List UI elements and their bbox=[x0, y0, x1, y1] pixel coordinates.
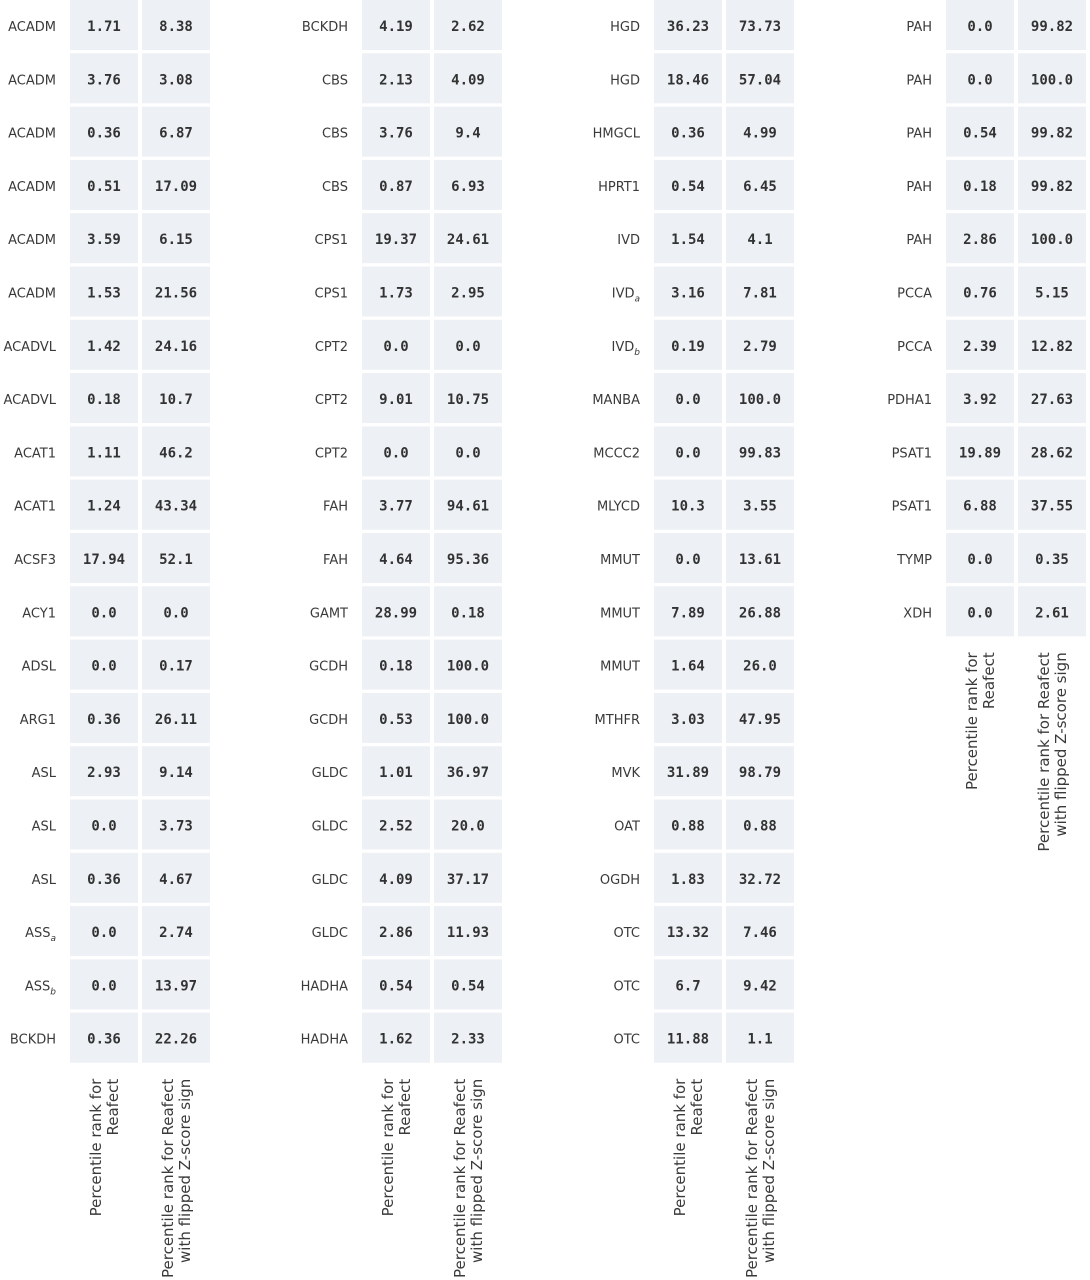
gene-label: MLYCD bbox=[596, 499, 640, 515]
cell-value: 4.99 bbox=[743, 125, 777, 142]
cell-value: 3.92 bbox=[963, 392, 997, 409]
cell-value: 0.87 bbox=[379, 178, 413, 195]
cell-value: 0.36 bbox=[671, 125, 705, 142]
gene-label: ASL bbox=[31, 872, 56, 888]
cell-value: 13.61 bbox=[738, 552, 782, 568]
cell-value: 3.55 bbox=[743, 498, 777, 515]
cell-value: 4.19 bbox=[379, 19, 413, 35]
cell-value: 0.17 bbox=[159, 658, 193, 675]
cell-value: 0.0 bbox=[91, 925, 117, 942]
cell-value: 2.13 bbox=[379, 72, 413, 89]
gene-label: HGD bbox=[610, 73, 640, 89]
gene-label: GCDH bbox=[309, 712, 348, 728]
gene-label: ACADM bbox=[8, 20, 56, 35]
cell-value: 4.09 bbox=[451, 72, 485, 89]
cell-value: 0.54 bbox=[451, 978, 485, 995]
gene-label: HADHA bbox=[300, 1032, 348, 1048]
cell-value: 100.0 bbox=[1030, 72, 1074, 89]
gene-label: HGD bbox=[610, 20, 640, 35]
cell-value: 2.93 bbox=[87, 765, 121, 782]
gene-label: GCDH bbox=[309, 659, 348, 675]
gene-label: PAH bbox=[906, 73, 932, 89]
cell-value: 24.16 bbox=[154, 338, 198, 355]
cell-value: 19.89 bbox=[958, 445, 1002, 462]
cell-value: 3.73 bbox=[159, 818, 193, 835]
cell-value: 99.83 bbox=[738, 445, 782, 462]
cell-value: 6.87 bbox=[159, 125, 193, 142]
cell-value: 4.67 bbox=[159, 871, 193, 888]
cell-value: 0.54 bbox=[379, 978, 413, 995]
cell-value: 1.01 bbox=[379, 765, 413, 782]
cell-value: 0.0 bbox=[967, 552, 993, 568]
cell-value: 0.0 bbox=[967, 605, 993, 622]
cell-value: 2.86 bbox=[379, 925, 413, 942]
cell-value: 6.88 bbox=[963, 498, 997, 515]
gene-label: ACAT1 bbox=[14, 499, 56, 515]
gene-label: PSAT1 bbox=[891, 499, 932, 515]
cell-value: 0.36 bbox=[87, 871, 121, 888]
cell-value: 0.36 bbox=[87, 125, 121, 142]
cell-value: 99.82 bbox=[1030, 19, 1074, 35]
cell-value: 1.71 bbox=[87, 19, 121, 35]
gene-label: XDH bbox=[903, 606, 932, 622]
cell-value: 17.94 bbox=[82, 552, 126, 568]
cell-value: 27.63 bbox=[1030, 392, 1074, 409]
cell-value: 1.54 bbox=[671, 232, 705, 249]
column-label: Percentile rank forReafect bbox=[379, 1078, 414, 1217]
cell-value: 9.14 bbox=[159, 765, 193, 782]
gene-label: $IVD_a$ bbox=[611, 286, 640, 305]
cell-value: 10.3 bbox=[671, 498, 705, 515]
cell-value: 4.09 bbox=[379, 871, 413, 888]
cell-value: 95.36 bbox=[446, 552, 490, 568]
cell-value: 1.24 bbox=[87, 498, 121, 515]
cell-value: 0.0 bbox=[455, 445, 481, 462]
cell-value: 0.36 bbox=[87, 1031, 121, 1048]
cell-value: 26.11 bbox=[154, 711, 198, 728]
gene-label: MMUT bbox=[600, 606, 640, 622]
cell-value: 1.64 bbox=[671, 658, 705, 675]
gene-label: PAH bbox=[906, 20, 932, 35]
cell-value: 11.88 bbox=[666, 1031, 710, 1048]
cell-value: 9.4 bbox=[455, 125, 481, 142]
cell-value: 3.77 bbox=[379, 498, 413, 515]
panel-1 bbox=[3, 0, 210, 1278]
cell-value: 18.46 bbox=[666, 72, 710, 89]
cell-value: 2.39 bbox=[963, 338, 997, 355]
cell-value: 0.0 bbox=[91, 605, 117, 622]
gene-label: MMUT bbox=[600, 659, 640, 675]
cell-value: 100.0 bbox=[1030, 232, 1074, 249]
cell-value: 3.08 bbox=[159, 72, 193, 89]
cell-value: 9.42 bbox=[743, 978, 777, 995]
cell-value: 43.34 bbox=[154, 498, 198, 515]
gene-label: ACADVL bbox=[3, 393, 56, 409]
cell-value: 0.0 bbox=[91, 978, 117, 995]
cell-value: 4.64 bbox=[379, 552, 413, 568]
cell-value: 0.54 bbox=[671, 178, 705, 195]
cell-value: 46.2 bbox=[159, 445, 193, 462]
cell-value: 37.55 bbox=[1030, 498, 1074, 515]
column-label: Percentile rank forReafect bbox=[963, 652, 998, 791]
cell-value: 20.0 bbox=[451, 818, 485, 835]
cell-value: 28.62 bbox=[1030, 445, 1074, 462]
gene-label: PAH bbox=[906, 233, 932, 249]
gene-label: HPRT1 bbox=[598, 179, 640, 195]
cell-value: 1.1 bbox=[747, 1031, 773, 1048]
gene-label: MVK bbox=[611, 766, 640, 782]
cell-value: 6.7 bbox=[675, 978, 701, 995]
cell-value: 98.79 bbox=[738, 765, 782, 782]
gene-label: GLDC bbox=[311, 872, 348, 888]
gene-label: CBS bbox=[321, 179, 348, 195]
cell-value: 0.53 bbox=[379, 711, 413, 728]
gene-label: ACADM bbox=[8, 73, 56, 89]
cell-value: 13.32 bbox=[666, 925, 710, 942]
cell-value: 0.18 bbox=[963, 178, 997, 195]
gene-label: ACAT1 bbox=[14, 446, 56, 462]
cell-value: 6.93 bbox=[451, 178, 485, 195]
gene-label: ARG1 bbox=[19, 712, 56, 728]
cell-value: 7.81 bbox=[743, 285, 777, 302]
cell-value: 1.83 bbox=[671, 871, 705, 888]
cell-value: 0.0 bbox=[675, 392, 701, 409]
cell-value: 0.51 bbox=[87, 178, 121, 195]
cell-value: 99.82 bbox=[1030, 178, 1074, 195]
cell-value: 100.0 bbox=[446, 658, 490, 675]
cell-value: 24.61 bbox=[446, 232, 490, 249]
cell-value: 22.26 bbox=[154, 1031, 198, 1048]
cell-value: 1.42 bbox=[87, 338, 121, 355]
cell-value: 1.62 bbox=[379, 1031, 413, 1048]
cell-value: 94.61 bbox=[446, 498, 490, 515]
gene-label: ASL bbox=[31, 819, 56, 835]
gene-label: GLDC bbox=[311, 819, 348, 835]
cell-value: 9.01 bbox=[379, 392, 413, 409]
cell-value: 13.97 bbox=[154, 978, 198, 995]
gene-label: CPS1 bbox=[314, 233, 348, 249]
column-label: Percentile rank forReafect bbox=[671, 1078, 706, 1217]
cell-value: 19.37 bbox=[374, 232, 418, 249]
cell-value: 0.88 bbox=[743, 818, 777, 835]
cell-value: 26.0 bbox=[743, 658, 777, 675]
cell-value: 8.38 bbox=[159, 19, 193, 35]
cell-value: 100.0 bbox=[738, 392, 782, 409]
cell-value: 36.97 bbox=[446, 765, 490, 782]
cell-value: 0.76 bbox=[963, 285, 997, 302]
cell-value: 3.16 bbox=[671, 285, 705, 302]
gene-label: TYMP bbox=[897, 553, 932, 568]
cell-value: 1.73 bbox=[379, 285, 413, 302]
cell-value: 0.0 bbox=[967, 72, 993, 89]
gene-label: MMUT bbox=[600, 553, 640, 568]
panel-2 bbox=[301, 0, 502, 1278]
gene-label: ACSF3 bbox=[14, 553, 56, 568]
gene-label: $IVD_b$ bbox=[611, 339, 640, 358]
cell-value: 7.89 bbox=[671, 605, 705, 622]
cell-value: 0.0 bbox=[163, 605, 189, 622]
gene-label: PCCA bbox=[897, 286, 932, 302]
cell-value: 0.0 bbox=[455, 338, 481, 355]
column-label: Percentile rank for Reafectwith flipped Z-score sign bbox=[159, 1078, 194, 1278]
gene-label: OTC bbox=[613, 926, 640, 942]
cell-value: 0.0 bbox=[675, 445, 701, 462]
gene-label: CPT2 bbox=[314, 393, 348, 409]
gene-label: ACADM bbox=[8, 233, 56, 249]
cell-value: 0.0 bbox=[383, 445, 409, 462]
cell-value: 0.0 bbox=[675, 552, 701, 568]
gene-label: OGDH bbox=[599, 872, 640, 888]
cell-value: 2.33 bbox=[451, 1031, 485, 1048]
gene-label: MCCC2 bbox=[593, 446, 640, 462]
cell-value: 0.0 bbox=[383, 338, 409, 355]
cell-value: 0.0 bbox=[91, 818, 117, 835]
gene-label: ACADM bbox=[8, 179, 56, 195]
gene-label: BCKDH bbox=[9, 1032, 56, 1048]
gene-label: ACADM bbox=[8, 286, 56, 302]
gene-label: $ASS_b$ bbox=[24, 979, 56, 998]
gene-label: OTC bbox=[613, 1032, 640, 1048]
cell-value: 31.89 bbox=[666, 765, 710, 782]
gene-label: PAH bbox=[906, 126, 932, 142]
cell-value: 2.86 bbox=[963, 232, 997, 249]
gene-label: OTC bbox=[613, 979, 640, 995]
gene-label: ACY1 bbox=[22, 606, 56, 622]
gene-label: ASL bbox=[31, 766, 56, 782]
cell-value: 0.54 bbox=[963, 125, 997, 142]
cell-value: 52.1 bbox=[159, 552, 193, 568]
cell-value: 5.15 bbox=[1035, 285, 1069, 302]
gene-label: HADHA bbox=[300, 979, 348, 995]
cell-value: 10.7 bbox=[159, 392, 193, 409]
panel-3 bbox=[592, 0, 794, 1278]
cell-value: 17.09 bbox=[154, 178, 198, 195]
gene-label: $ASS_a$ bbox=[25, 926, 56, 945]
gene-label: GLDC bbox=[311, 766, 348, 782]
gene-label: PDHA1 bbox=[887, 393, 932, 409]
cell-value: 6.15 bbox=[159, 232, 193, 249]
cell-value: 37.17 bbox=[446, 871, 490, 888]
gene-label: ADSL bbox=[21, 659, 56, 675]
cell-value: 26.88 bbox=[738, 605, 782, 622]
gene-label: PSAT1 bbox=[891, 446, 932, 462]
column-label: Percentile rank for Reafectwith flipped Z-score sign bbox=[1035, 652, 1070, 852]
gene-label: GAMT bbox=[309, 606, 348, 622]
cell-value: 2.79 bbox=[743, 338, 777, 355]
gene-label: CPT2 bbox=[314, 446, 348, 462]
cell-value: 2.74 bbox=[159, 925, 193, 942]
cell-value: 3.76 bbox=[87, 72, 121, 89]
column-label: Percentile rank forReafect bbox=[87, 1078, 122, 1217]
cell-value: 0.35 bbox=[1035, 552, 1069, 568]
cell-value: 7.46 bbox=[743, 925, 777, 942]
cell-value: 10.75 bbox=[446, 392, 490, 409]
cell-value: 57.04 bbox=[738, 72, 782, 89]
gene-label: BCKDH bbox=[301, 20, 348, 35]
cell-value: 4.1 bbox=[747, 232, 773, 249]
column-label: Percentile rank for Reafectwith flipped Z-score sign bbox=[743, 1078, 778, 1278]
cell-value: 3.03 bbox=[671, 711, 705, 728]
cell-value: 0.0 bbox=[967, 19, 993, 35]
cell-value: 0.36 bbox=[87, 711, 121, 728]
cell-value: 12.82 bbox=[1030, 338, 1074, 355]
cell-value: 2.62 bbox=[451, 19, 485, 35]
gene-label: OAT bbox=[614, 819, 640, 835]
cell-value: 1.53 bbox=[87, 285, 121, 302]
gene-label: PAH bbox=[906, 179, 932, 195]
cell-value: 11.93 bbox=[446, 925, 490, 942]
gene-label: GLDC bbox=[311, 926, 348, 942]
cell-value: 2.95 bbox=[451, 285, 485, 302]
gene-label: FAH bbox=[323, 553, 348, 568]
cell-value: 47.95 bbox=[738, 711, 782, 728]
panel-4 bbox=[887, 0, 1086, 852]
cell-value: 6.45 bbox=[743, 178, 777, 195]
cell-value: 2.61 bbox=[1035, 605, 1069, 622]
cell-value: 0.0 bbox=[91, 658, 117, 675]
cell-value: 28.99 bbox=[374, 605, 418, 622]
gene-label: CBS bbox=[321, 126, 348, 142]
gene-label: HMGCL bbox=[592, 126, 640, 142]
cell-value: 100.0 bbox=[446, 711, 490, 728]
column-label: Percentile rank for Reafectwith flipped Z-score sign bbox=[451, 1078, 486, 1278]
cell-value: 36.23 bbox=[666, 19, 710, 35]
cell-value: 21.56 bbox=[154, 285, 198, 302]
gene-label: IVD bbox=[617, 233, 640, 249]
cell-value: 73.73 bbox=[738, 19, 782, 35]
cell-value: 1.11 bbox=[87, 445, 121, 462]
cell-value: 0.18 bbox=[379, 658, 413, 675]
cell-value: 32.72 bbox=[738, 871, 782, 888]
cell-value: 2.52 bbox=[379, 818, 413, 835]
gene-label: MTHFR bbox=[594, 712, 640, 728]
gene-label: ACADVL bbox=[3, 339, 56, 355]
gene-label: FAH bbox=[323, 499, 348, 515]
gene-label: CBS bbox=[321, 73, 348, 89]
gene-label: PCCA bbox=[897, 339, 932, 355]
gene-label: ACADM bbox=[8, 126, 56, 142]
cell-value: 3.59 bbox=[87, 232, 121, 249]
cell-value: 99.82 bbox=[1030, 125, 1074, 142]
cell-value: 3.76 bbox=[379, 125, 413, 142]
cell-value: 0.18 bbox=[451, 605, 485, 622]
cell-value: 0.19 bbox=[671, 338, 705, 355]
cell-value: 0.88 bbox=[671, 818, 705, 835]
gene-label: MANBA bbox=[592, 393, 640, 409]
gene-label: CPS1 bbox=[314, 286, 348, 302]
gene-label: CPT2 bbox=[314, 339, 348, 355]
cell-value: 0.18 bbox=[87, 392, 121, 409]
